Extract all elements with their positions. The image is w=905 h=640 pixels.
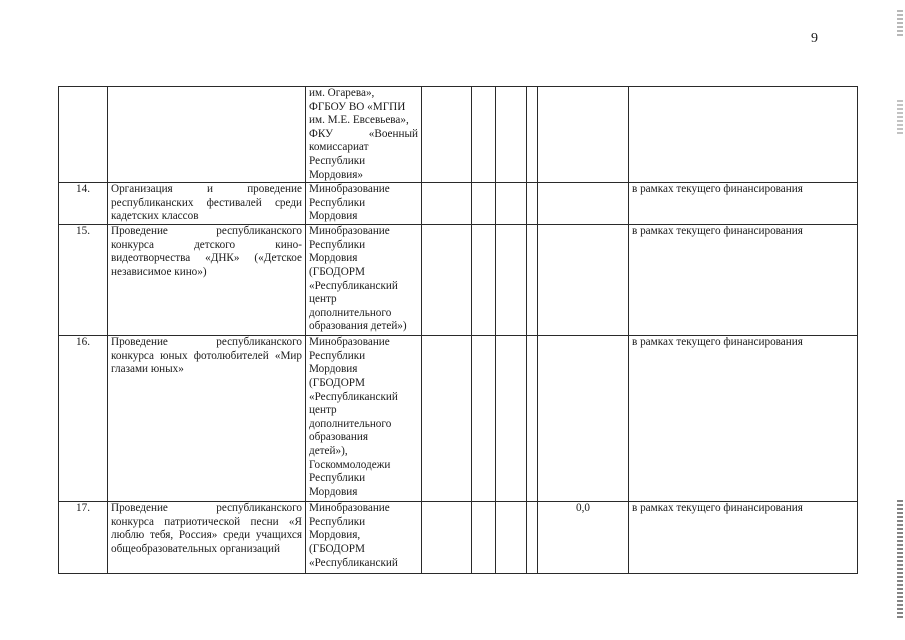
cell-year-4 (527, 502, 538, 574)
cell-funding (629, 87, 858, 183)
table-row-14 (59, 183, 858, 225)
org-line: ФКУ «Военный (309, 127, 418, 140)
org-line: Мордовия (309, 485, 358, 498)
org-line: образования (309, 431, 369, 444)
org-line: (ГБОДОРМ (309, 542, 365, 555)
cell-funding: в рамках текущего финансирования (629, 502, 858, 574)
cell-organizer (306, 502, 422, 574)
cell-funding: в рамках текущего финансирования (629, 336, 858, 502)
org-line: центр (309, 404, 337, 417)
cell-year-2 (472, 502, 496, 574)
cell-year-2 (472, 225, 496, 336)
org-line: «Республиканский (309, 556, 398, 569)
cell-year-3 (496, 183, 527, 225)
cell-year-4 (527, 87, 538, 183)
org-line: комиссариат (309, 141, 369, 154)
cell-name: Проведение республиканского конкурса юных фотолюбителей «Мир глазами юных» (108, 336, 306, 502)
org-line: образования детей») (309, 320, 407, 333)
cell-organizer (306, 87, 422, 183)
org-line: Минобразование (309, 183, 390, 196)
org-line: Минобразование (309, 225, 390, 238)
cell-num (59, 87, 108, 183)
org-line: им. М.Е. Евсевьева», (309, 114, 409, 127)
table-row-continuation (59, 87, 858, 183)
org-line: ФГБОУ ВО «МГПИ (309, 100, 406, 113)
cell-name: Проведение республиканского конкурса детского кино-видеотворчества «ДНК» («Детское независимое кино») (108, 225, 306, 336)
org-line: дополнительного (309, 306, 392, 319)
cell-year-4 (527, 336, 538, 502)
cell-organizer (306, 225, 422, 336)
cell-name: Организация и проведение республиканских фестивалей среди кадетских классов (108, 183, 306, 225)
cell-funding: в рамках текущего финансирования (629, 183, 858, 225)
cell-amount (538, 225, 629, 336)
cell-num: 14. (59, 183, 108, 225)
org-line: Республики (309, 515, 366, 528)
cell-year-3 (496, 502, 527, 574)
cell-funding: в рамках текущего финансирования (629, 225, 858, 336)
org-line: Минобразование (309, 502, 390, 515)
cell-year-1 (422, 502, 472, 574)
measures-table (58, 86, 858, 574)
org-line: Мордовия (309, 210, 358, 223)
org-line: Мордовия» (309, 168, 364, 181)
scan-edge-mark (897, 500, 903, 620)
org-line: Мордовия (309, 252, 358, 265)
org-line: дополнительного (309, 417, 392, 430)
cell-organizer (306, 183, 422, 225)
cell-num: 17. (59, 502, 108, 574)
table-row-17 (59, 502, 858, 574)
cell-year-1 (422, 336, 472, 502)
cell-year-3 (496, 336, 527, 502)
cell-year-2 (472, 183, 496, 225)
org-line: Республики (309, 238, 366, 251)
scan-edge-mark (897, 10, 903, 38)
org-line: детей»), (309, 444, 348, 457)
cell-year-1 (422, 183, 472, 225)
org-line: (ГБОДОРМ (309, 376, 365, 389)
cell-year-4 (527, 225, 538, 336)
cell-year-2 (472, 87, 496, 183)
cell-amount: 0,0 (538, 502, 629, 574)
cell-amount (538, 183, 629, 225)
cell-year-3 (496, 87, 527, 183)
org-line: им. Огарева», (309, 87, 375, 99)
scan-edge-mark (897, 100, 903, 136)
org-line: Госкоммолодежи (309, 458, 391, 471)
cell-name (108, 87, 306, 183)
cell-year-1 (422, 225, 472, 336)
cell-amount (538, 336, 629, 502)
org-line: Республики (309, 349, 366, 362)
org-line: «Республиканский (309, 390, 398, 403)
cell-amount (538, 87, 629, 183)
org-line: Мордовия (309, 363, 358, 376)
org-line: Мордовия, (309, 529, 361, 542)
page-number: 9 (811, 31, 818, 46)
cell-year-3 (496, 225, 527, 336)
cell-year-2 (472, 336, 496, 502)
org-line: Республики (309, 196, 366, 209)
org-line: (ГБОДОРМ (309, 265, 365, 278)
cell-num: 16. (59, 336, 108, 502)
cell-year-4 (527, 183, 538, 225)
cell-num: 15. (59, 225, 108, 336)
org-line: Республики (309, 472, 366, 485)
cell-year-1 (422, 87, 472, 183)
org-line: центр (309, 293, 337, 306)
table-row-16 (59, 336, 858, 502)
cell-organizer (306, 336, 422, 502)
cell-name: Проведение республиканского конкурса патриотической песни «Я люблю тебя, Россия» среди учащихся общеобразовательных организаций (108, 502, 306, 574)
table-row-15 (59, 225, 858, 336)
org-line: Минобразование (309, 336, 390, 349)
org-line: «Республиканский (309, 279, 398, 292)
org-line: Республики (309, 154, 366, 167)
